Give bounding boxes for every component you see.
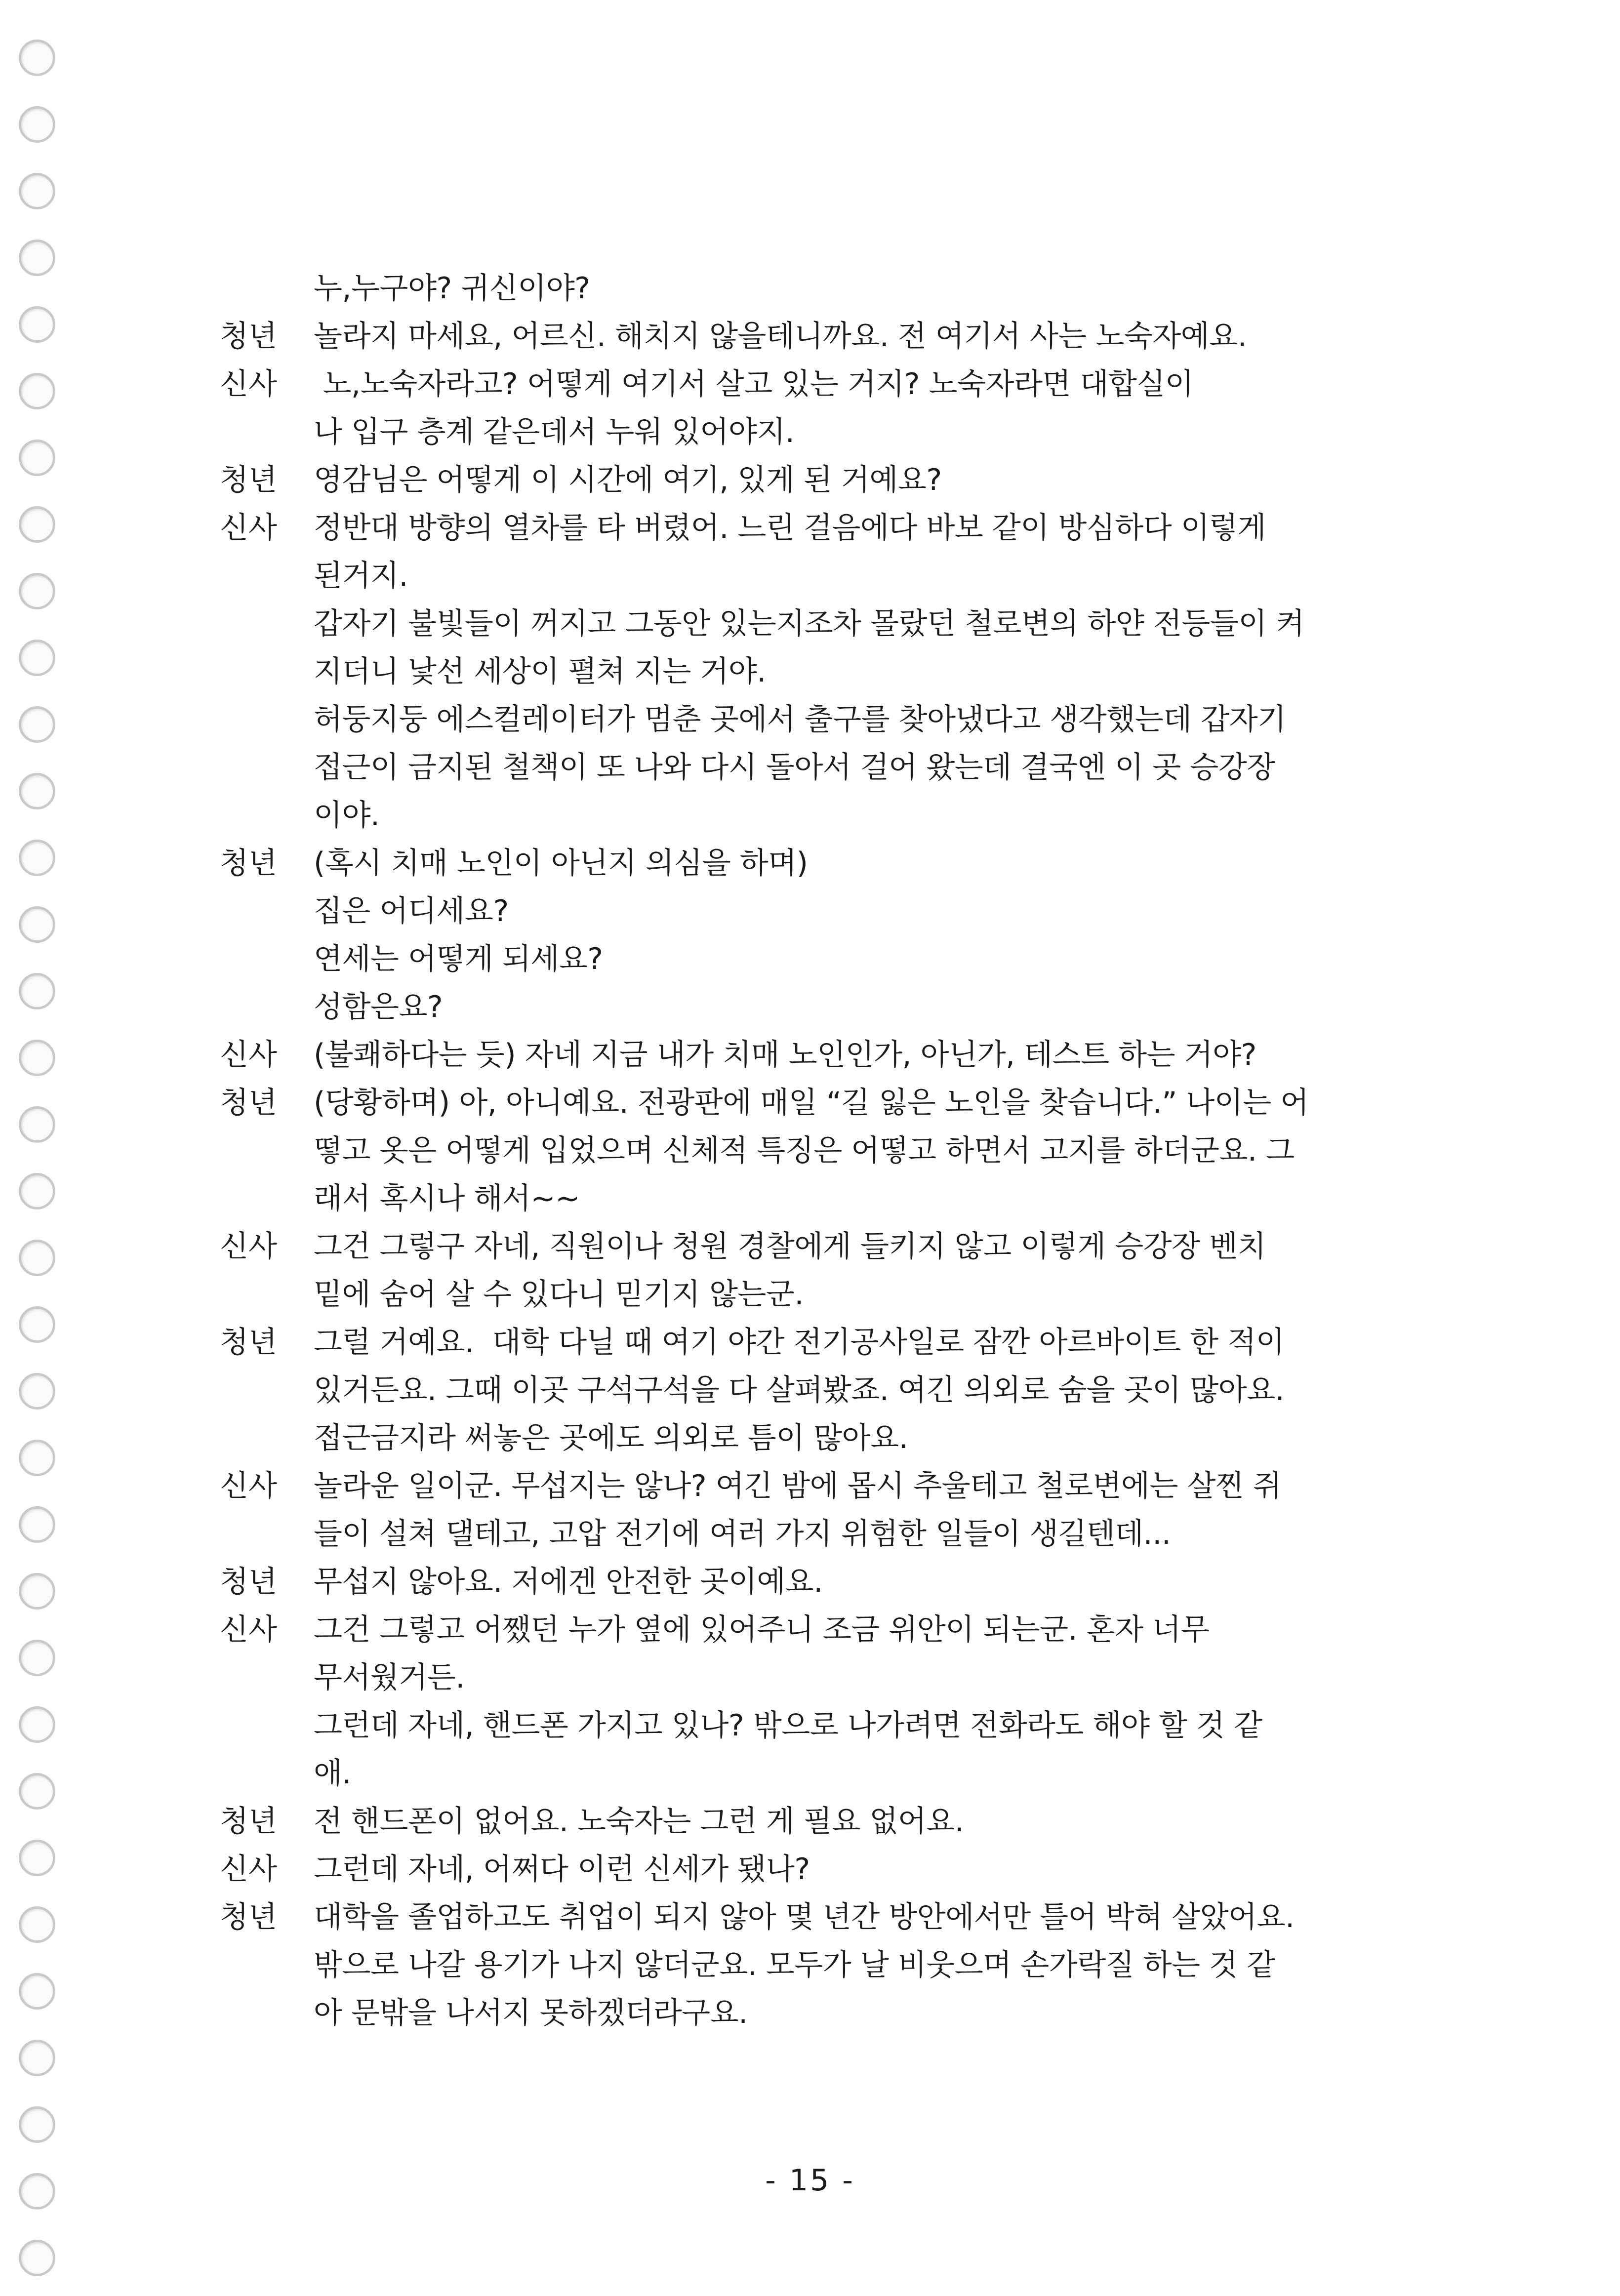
line-text: 연세는 어떻게 되세요? <box>314 942 603 976</box>
dialogue-line <box>220 552 1388 600</box>
binder-hole <box>19 1573 55 1610</box>
line-text: 나 입구 층계 같은데서 누워 있어야지. <box>314 415 795 449</box>
speaker-name <box>220 1271 314 1319</box>
binder-hole <box>19 906 55 943</box>
line-text: 전 핸드폰이 없어요. 노숙자는 그런 게 필요 없어요. <box>314 1804 964 1839</box>
speaker-name: 신사 <box>220 1852 277 1887</box>
line-text: 무섭지 않아요. 저에겐 안전한 곳이예요. <box>314 1565 823 1599</box>
binder-hole <box>19 1440 55 1476</box>
dialogue-line <box>220 1846 1388 1893</box>
dialogue-line <box>220 1319 1388 1367</box>
binder-hole <box>19 773 55 809</box>
line-text: 영감님은 어떻게 이 시간에 여기, 있게 된 거예요? <box>314 463 942 497</box>
line-text: 아 문밖을 나서지 못하겠더라구요. <box>314 1996 748 2030</box>
speaker-name <box>220 1989 314 2037</box>
dialogue-line <box>220 504 1388 552</box>
line-text: (불쾌하다는 듯) 자네 지금 내가 치매 노인인가, 아닌가, 테스트 하는 거야? <box>314 1038 1256 1072</box>
binder-hole <box>19 373 55 409</box>
dialogue-line <box>220 1798 1388 1846</box>
speaker-name <box>220 744 314 792</box>
binder-hole <box>19 2106 55 2143</box>
speaker-name: 신사 <box>220 511 277 545</box>
speaker-name: 신사 <box>220 1038 277 1072</box>
line-text: 그럴 거예요. 대학 다닐 때 여기 야간 전기공사일로 잠깐 아르바이트 한 적이 <box>314 1325 1285 1360</box>
dialogue-line <box>220 1079 1388 1127</box>
dialogue-line <box>220 600 1388 648</box>
speaker-name <box>220 1414 314 1462</box>
line-text: 정반대 방향의 열차를 타 버렸어. 느린 걸음에다 바보 같이 방심하다 이렇게 <box>314 511 1266 545</box>
speaker-name <box>220 1941 314 1989</box>
speaker-name: 청년 <box>220 1900 277 1934</box>
dialogue-line <box>220 1606 1388 1654</box>
speaker-name: 청년 <box>220 1565 277 1599</box>
line-text: 된거지. <box>314 559 408 593</box>
dialogue-line <box>220 456 1388 504</box>
speaker-name <box>220 983 314 1031</box>
line-text: (당황하며) 아, 아니예요. 전광판에 매일 “길 잃은 노인을 찾습니다.” 나이는 어 <box>314 1086 1309 1120</box>
binder-hole <box>19 640 55 676</box>
binder-hole <box>19 106 55 143</box>
line-text: 애. <box>314 1756 352 1791</box>
dialogue-line <box>220 1127 1388 1175</box>
speaker-name <box>220 265 314 313</box>
dialogue-line <box>220 1031 1388 1079</box>
line-text: 놀라지 마세요, 어르신. 해치지 않을테니까요. 전 여기서 사는 노숙자예요. <box>314 319 1247 354</box>
line-text: 밑에 숨어 살 수 있다니 믿기지 않는군. <box>314 1277 804 1312</box>
speaker-name: 신사 <box>220 1469 277 1503</box>
speaker-name <box>220 792 314 840</box>
dialogue-line <box>220 887 1388 935</box>
line-text: 놀라운 일이군. 무섭지는 않나? 여긴 밤에 몹시 추울테고 철로변에는 살찐 쥐 <box>314 1469 1282 1503</box>
speaker-name <box>220 887 314 935</box>
line-text: 래서 혹시나 해서~~ <box>314 1181 580 1216</box>
speaker-name: 신사 <box>220 367 277 402</box>
line-text: 밖으로 나갈 용기가 나지 않더군요. 모두가 날 비웃으며 손가락질 하는 것 같 <box>314 1948 1275 1982</box>
dialogue-line <box>220 792 1388 840</box>
line-text: 그런데 자네, 핸드폰 가지고 있나? 밖으로 나가려면 전화라도 해야 할 것 같 <box>314 1708 1262 1743</box>
dialogue-line <box>220 1510 1388 1558</box>
dialogue-line <box>220 361 1388 408</box>
binder-hole <box>19 973 55 1009</box>
line-text: 집은 어디세요? <box>314 894 509 928</box>
line-text: 그건 그렇고 어쨌던 누가 옆에 있어주니 조금 위안이 되는군. 혼자 너무 <box>314 1612 1210 1647</box>
speaker-name <box>220 1127 314 1175</box>
speaker-name: 청년 <box>220 846 277 881</box>
binder-hole <box>19 1173 55 1209</box>
binder-hole <box>19 706 55 743</box>
dialogue-line <box>220 696 1388 744</box>
speaker-name <box>220 1510 314 1558</box>
speaker-name <box>220 408 314 456</box>
speaker-name <box>220 935 314 983</box>
dialogue-line <box>220 1654 1388 1702</box>
line-text: 노,노숙자라고? 어떻게 여기서 살고 있는 거지? 노숙자라면 대합실이 <box>314 367 1194 402</box>
dialogue-line <box>220 1271 1388 1319</box>
speaker-name: 청년 <box>220 1804 277 1839</box>
binder-hole <box>19 573 55 609</box>
line-text: 이야. <box>314 798 380 833</box>
dialogue-line <box>220 1989 1388 2037</box>
line-text: 성함은요? <box>314 990 443 1024</box>
dialogue-line <box>220 744 1388 792</box>
dialogue-line <box>220 1893 1388 1941</box>
binder-hole <box>19 1773 55 1810</box>
speaker-name <box>220 1654 314 1702</box>
line-text: 들이 설쳐 댈테고, 고압 전기에 여러 가지 위험한 일들이 생길텐데... <box>314 1517 1171 1551</box>
speaker-name <box>220 1175 314 1223</box>
speaker-name: 신사 <box>220 1229 277 1264</box>
speaker-name <box>220 1750 314 1798</box>
speaker-name <box>220 1367 314 1414</box>
speaker-name <box>220 1702 314 1750</box>
dialogue-line <box>220 1175 1388 1223</box>
line-text: 무서웠거든. <box>314 1660 465 1695</box>
speaker-name <box>220 600 314 648</box>
line-text: 떻고 옷은 어떻게 입었으며 신체적 특징은 어떻고 하면서 고지를 하더군요. 그 <box>314 1133 1295 1168</box>
binder-hole <box>19 506 55 543</box>
line-text: 그런데 자네, 어쩌다 이런 신세가 됐나? <box>314 1852 810 1887</box>
line-text: 허둥지둥 에스컬레이터가 멈춘 곳에서 출구를 찾아냈다고 생각했는데 갑자기 <box>314 702 1286 737</box>
dialogue-line <box>220 1750 1388 1798</box>
dialogue-line <box>220 313 1388 361</box>
binder-hole <box>19 1306 55 1343</box>
binder-holes <box>10 40 64 2292</box>
line-text: (혹시 치매 노인이 아닌지 의심을 하며) <box>314 846 808 881</box>
binder-hole <box>19 1973 55 2010</box>
speaker-name: 청년 <box>220 1086 277 1120</box>
page-number: - 15 - <box>765 2163 855 2198</box>
binder-hole <box>19 440 55 476</box>
binder-hole <box>19 1906 55 1943</box>
line-text: 접근금지라 써놓은 곳에도 의외로 틈이 많아요. <box>314 1421 908 1455</box>
binder-hole <box>19 2040 55 2076</box>
dialogue-line <box>220 1223 1388 1271</box>
dialogue-line <box>220 265 1388 313</box>
binder-hole <box>19 1373 55 1410</box>
line-text: 그건 그렇구 자네, 직원이나 청원 경찰에게 들키지 않고 이렇게 승강장 벤치 <box>314 1229 1266 1264</box>
speaker-name <box>220 552 314 600</box>
binder-hole <box>19 2240 55 2276</box>
speaker-name: 청년 <box>220 463 277 497</box>
dialogue-line <box>220 1414 1388 1462</box>
binder-hole <box>19 840 55 876</box>
speaker-name: 청년 <box>220 1325 277 1360</box>
binder-hole <box>19 1040 55 1076</box>
dialogue-line <box>220 840 1388 887</box>
dialogue-line <box>220 1941 1388 1989</box>
dialogue-line <box>220 648 1388 696</box>
binder-hole <box>19 240 55 276</box>
dialogue-line <box>220 1702 1388 1750</box>
speaker-name <box>220 696 314 744</box>
speaker-name: 청년 <box>220 319 277 354</box>
speaker-name <box>220 648 314 696</box>
dialogue-line <box>220 983 1388 1031</box>
line-text: 있거든요. 그때 이곳 구석구석을 다 살펴봤죠. 여긴 의외로 숨을 곳이 많아요. <box>314 1373 1285 1408</box>
binder-hole <box>19 40 55 76</box>
line-text: 누,누구야? 귀신이야? <box>314 271 590 306</box>
binder-hole <box>19 1840 55 1876</box>
dialogue-line <box>220 1367 1388 1414</box>
dialogue-line <box>220 1558 1388 1606</box>
binder-hole <box>19 1640 55 1676</box>
binder-hole <box>19 1106 55 1143</box>
line-text: 접근이 금지된 철책이 또 나와 다시 돌아서 걸어 왔는데 결국엔 이 곳 승강장 <box>314 750 1275 785</box>
line-text: 대학을 졸업하고도 취업이 되지 않아 몇 년간 방안에서만 틀어 박혀 살았어요. <box>314 1900 1295 1934</box>
line-text: 갑자기 불빛들이 꺼지고 그동안 있는지조차 몰랐던 철로변의 하얀 전등들이 켜 <box>314 606 1304 641</box>
dialogue-line <box>220 935 1388 983</box>
binder-hole <box>19 306 55 343</box>
binder-hole <box>19 1706 55 1743</box>
binder-hole <box>19 1506 55 1543</box>
dialogue-body <box>220 265 1388 2037</box>
speaker-name: 신사 <box>220 1612 277 1647</box>
dialogue-line <box>220 1462 1388 1510</box>
binder-hole <box>19 173 55 209</box>
dialogue-line <box>220 408 1388 456</box>
line-text: 지더니 낯선 세상이 펼쳐 지는 거야. <box>314 654 766 689</box>
binder-hole <box>19 1240 55 1276</box>
